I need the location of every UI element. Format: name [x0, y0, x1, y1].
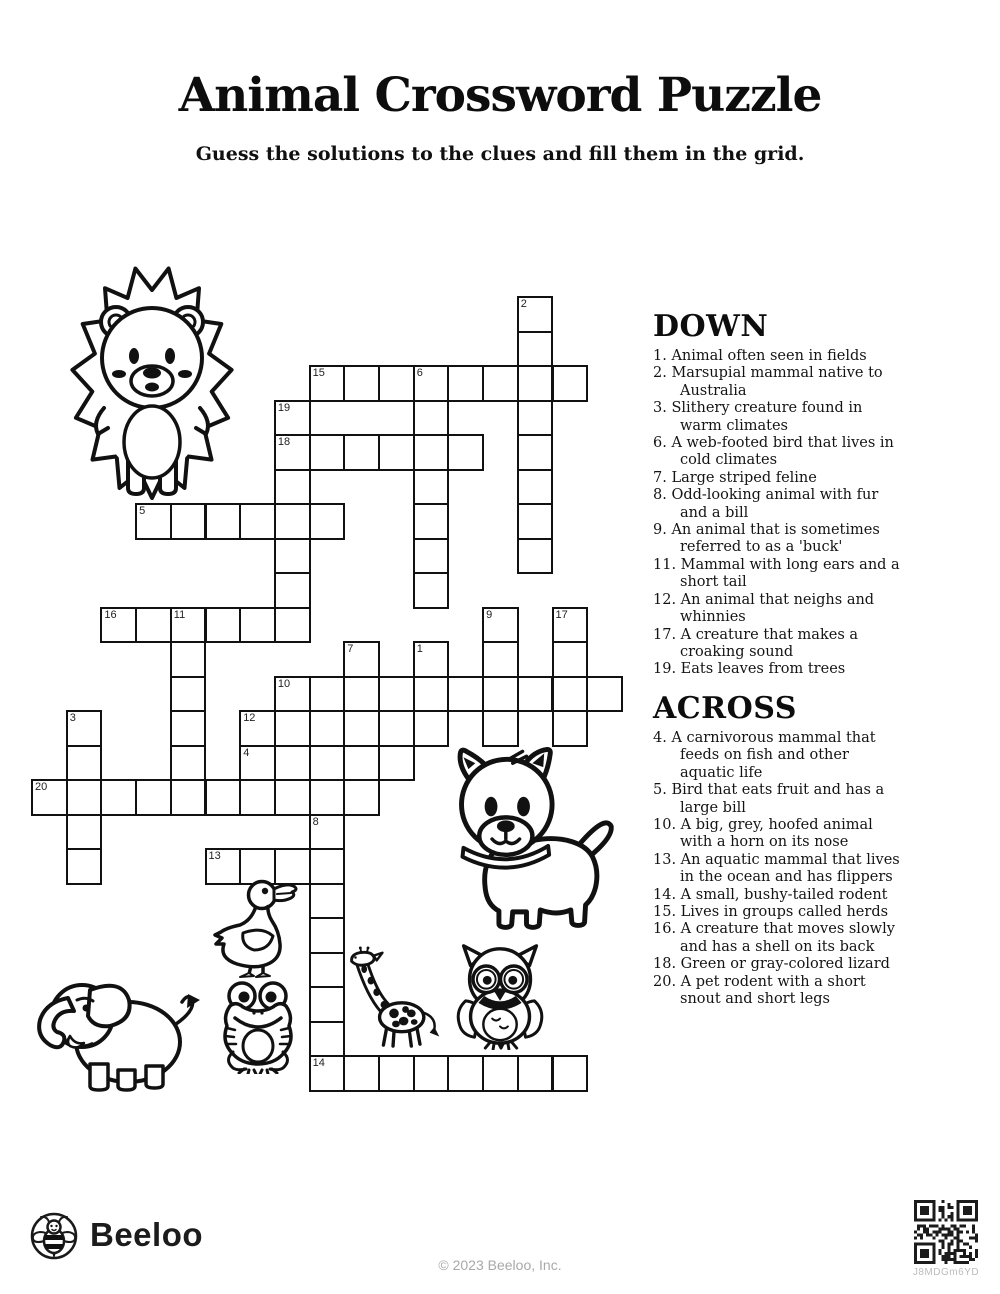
grid-cell-r9c2[interactable] — [100, 607, 137, 644]
grid-cell-r13c8[interactable] — [309, 745, 346, 782]
grid-cell-r12c6[interactable] — [239, 710, 276, 747]
across-clue-list — [653, 730, 901, 1009]
grid-cell-r13c10[interactable] — [378, 745, 415, 782]
cell-number: 11 — [173, 608, 186, 621]
grid-cell-r2c13[interactable] — [482, 365, 519, 402]
grid-cell-r12c9[interactable] — [343, 710, 380, 747]
cell-number: 10 — [277, 677, 291, 690]
across-clues-section — [653, 691, 901, 1009]
down-clues-section — [653, 309, 901, 679]
grid-cell-r4c14[interactable] — [517, 434, 554, 471]
grid-cell-r4c9[interactable] — [343, 434, 380, 471]
grid-cell-r8c7[interactable] — [274, 572, 311, 609]
cell-number: 15 — [312, 367, 325, 379]
grid-cell-r14c7[interactable] — [274, 779, 311, 816]
clue-item-2: 2. Marsupial mammal native to Australia — [653, 365, 883, 399]
grid-cell-r19c8[interactable] — [309, 952, 346, 989]
grid-cell-r9c15[interactable] — [552, 607, 589, 644]
cell-number: 19 — [277, 401, 291, 414]
qr-code — [914, 1200, 978, 1264]
grid-cell-r13c4[interactable] — [170, 745, 207, 782]
grid-cell-r8c11[interactable] — [413, 572, 450, 609]
page-subtitle: Guess the solutions to the clues and fill them in the grid. — [195, 143, 805, 165]
grid-cell-r6c7[interactable] — [274, 503, 311, 540]
cell-number: 12 — [243, 712, 256, 724]
grid-cell-r1c14[interactable] — [517, 331, 554, 368]
clue-item-4: 4. A carnivorous mammal that feeds on fish and other aquatic life — [653, 730, 876, 781]
clue-item-3: 3. Slithery creature found in warm climates — [653, 400, 863, 434]
dog-illustration — [430, 746, 622, 936]
grid-cell-r9c6[interactable] — [239, 607, 276, 644]
clue-item-17: 17. A creature that makes a croaking sound — [653, 626, 859, 660]
grid-cell-r5c11[interactable] — [413, 469, 450, 506]
cell-number: 13 — [208, 850, 221, 862]
grid-cell-r11c4[interactable] — [170, 676, 207, 713]
cell-number: 20 — [35, 781, 48, 793]
page-title: Animal Crossword Puzzle — [178, 68, 822, 123]
grid-cell-r7c7[interactable] — [274, 538, 311, 575]
cell-number: 5 — [139, 505, 146, 517]
clue-item-15: 15. Lives in groups called herds — [653, 904, 889, 921]
down-clue-list — [653, 348, 901, 679]
grid-cell-r9c5[interactable] — [205, 607, 242, 644]
grid-cell-r2c10[interactable] — [378, 365, 415, 402]
grid-cell-r6c4[interactable] — [170, 503, 207, 540]
cell-number: 8 — [312, 815, 319, 828]
grid-cell-r4c11[interactable] — [413, 434, 450, 471]
grid-cell-r14c8[interactable] — [309, 779, 346, 816]
clue-item-18: 18. Green or gray-colored lizard — [653, 956, 890, 973]
clue-item-20: 20. A pet rodent with a short snout and short legs — [653, 973, 866, 1008]
grid-cell-r11c8[interactable] — [309, 676, 346, 713]
grid-cell-r14c2[interactable] — [100, 779, 137, 816]
grid-cell-r22c9[interactable] — [343, 1055, 380, 1092]
grid-cell-r6c11[interactable] — [413, 503, 450, 540]
clue-item-14: 14. A small, bushy-tailed rodent — [653, 886, 888, 903]
grid-cell-r6c6[interactable] — [239, 503, 276, 540]
qr-code-label: J8MDGm6YD — [912, 1267, 980, 1278]
grid-cell-r14c3[interactable] — [135, 779, 172, 816]
grid-cell-r12c10[interactable] — [378, 710, 415, 747]
grid-cell-r2c12[interactable] — [447, 365, 484, 402]
clue-item-16: 16. A creature that moves slowly and has a shell on its back — [653, 921, 895, 955]
hedgehog-illustration — [66, 248, 238, 500]
cell-number: 2 — [520, 298, 527, 310]
grid-cell-r4c12[interactable] — [447, 434, 484, 471]
grid-cell-r4c8[interactable] — [309, 434, 346, 471]
grid-cell-r12c8[interactable] — [309, 710, 346, 747]
owl-illustration — [450, 940, 552, 1050]
cell-number: 6 — [416, 367, 423, 379]
grid-cell-r9c13[interactable] — [482, 607, 519, 644]
grid-cell-r9c7[interactable] — [274, 607, 311, 644]
grid-cell-r12c4[interactable] — [170, 710, 207, 747]
clue-item-19: 19. Eats leaves from trees — [653, 661, 846, 678]
cell-number: 4 — [243, 746, 250, 759]
grid-cell-r11c16[interactable] — [586, 676, 623, 713]
clue-item-11: 11. Mammal with long ears and a short tail — [653, 556, 900, 591]
clue-item-10: 10. A big, grey, hoofed animal with a horn on its nose — [653, 817, 873, 851]
grid-cell-r11c11[interactable] — [413, 676, 450, 713]
grid-cell-r21c8[interactable] — [309, 1021, 346, 1058]
grid-cell-r5c7[interactable] — [274, 469, 311, 506]
grid-cell-r22c14[interactable] — [517, 1055, 554, 1092]
grid-cell-r10c11[interactable] — [413, 641, 450, 678]
grid-cell-r4c10[interactable] — [378, 434, 415, 471]
grid-cell-r17c8[interactable] — [309, 883, 346, 920]
grid-cell-r7c14[interactable] — [517, 538, 554, 575]
grid-cell-r7c11[interactable] — [413, 538, 450, 575]
grid-cell-r3c14[interactable] — [517, 400, 554, 437]
grid-cell-r22c8[interactable] — [309, 1055, 346, 1092]
grid-cell-r14c6[interactable] — [239, 779, 276, 816]
giraffe-illustration — [346, 946, 442, 1048]
cell-number: 17 — [555, 608, 568, 621]
cell-number: 9 — [486, 608, 493, 621]
grid-cell-r16c1[interactable] — [66, 848, 103, 885]
grid-cell-r15c8[interactable] — [309, 814, 346, 851]
grid-cell-r9c3[interactable] — [135, 607, 172, 644]
down-heading: DOWN — [653, 309, 769, 344]
clue-item-12: 12. An animal that neighs and whinnies — [653, 591, 875, 626]
grid-cell-r11c7[interactable] — [274, 676, 311, 713]
grid-cell-r6c3[interactable] — [135, 503, 172, 540]
cell-number: 18 — [277, 436, 291, 448]
grid-cell-r14c5[interactable] — [205, 779, 242, 816]
grid-cell-r18c8[interactable] — [309, 917, 346, 954]
grid-cell-r15c1[interactable] — [66, 814, 103, 851]
grid-cell-r11c13[interactable] — [482, 676, 519, 713]
grid-cell-r6c8[interactable] — [309, 503, 346, 540]
cell-number: 7 — [347, 643, 354, 655]
grid-cell-r22c10[interactable] — [378, 1055, 415, 1092]
cell-number: 14 — [312, 1057, 325, 1069]
grid-cell-r2c14[interactable] — [517, 365, 554, 402]
grid-cell-r6c14[interactable] — [517, 503, 554, 540]
grid-cell-r4c7[interactable] — [274, 434, 311, 471]
clue-item-13: 13. An aquatic mammal that lives in the ocean and has flippers — [653, 851, 900, 886]
grid-cell-r13c6[interactable] — [239, 745, 276, 782]
grid-cell-r22c13[interactable] — [482, 1055, 519, 1092]
grid-cell-r12c7[interactable] — [274, 710, 311, 747]
grid-cell-r11c15[interactable] — [552, 676, 589, 713]
grid-cell-r20c8[interactable] — [309, 986, 346, 1023]
grid-cell-r14c1[interactable] — [66, 779, 103, 816]
cell-number: 1 — [416, 643, 423, 655]
elephant-illustration — [30, 966, 202, 1092]
grid-cell-r13c7[interactable] — [274, 745, 311, 782]
grid-cell-r2c15[interactable] — [552, 365, 589, 402]
grid-cell-r10c9[interactable] — [343, 641, 380, 678]
grid-cell-r3c7[interactable] — [274, 400, 311, 437]
grid-cell-r12c15[interactable] — [552, 710, 589, 747]
cell-number: 16 — [104, 608, 117, 621]
grid-cell-r11c14[interactable] — [517, 676, 554, 713]
grid-cell-r16c8[interactable] — [309, 848, 346, 885]
grid-cell-r9c4[interactable] — [170, 607, 207, 644]
grid-cell-r13c1[interactable] — [66, 745, 103, 782]
across-heading: ACROSS — [653, 691, 797, 726]
grid-cell-r11c12[interactable] — [447, 676, 484, 713]
grid-cell-r2c9[interactable] — [343, 365, 380, 402]
grid-cell-r3c11[interactable] — [413, 400, 450, 437]
grid-cell-r2c8[interactable] — [309, 365, 346, 402]
duck-illustration — [210, 876, 306, 978]
grid-cell-r22c12[interactable] — [447, 1055, 484, 1092]
clue-item-1: 1. Animal often seen in fields — [653, 348, 867, 364]
clue-item-7: 7. Large striped feline — [653, 469, 817, 486]
grid-cell-r12c11[interactable] — [413, 710, 450, 747]
grid-cell-r22c15[interactable] — [552, 1055, 589, 1092]
grid-cell-r11c10[interactable] — [378, 676, 415, 713]
grid-cell-r6c5[interactable] — [205, 503, 242, 540]
grid-cell-r12c1[interactable] — [66, 710, 103, 747]
grid-cell-r11c9[interactable] — [343, 676, 380, 713]
clue-item-9: 9. An animal that is sometimes referred to as a 'buck' — [653, 522, 880, 556]
grid-cell-r10c15[interactable] — [552, 641, 589, 678]
grid-cell-r14c0[interactable] — [31, 779, 68, 816]
clue-item-8: 8. Odd-looking animal with fur and a bill — [653, 487, 879, 521]
grid-cell-r12c13[interactable] — [482, 710, 519, 747]
grid-cell-r2c11[interactable] — [413, 365, 450, 402]
grid-cell-r0c14[interactable] — [517, 296, 554, 333]
grid-cell-r5c14[interactable] — [517, 469, 554, 506]
cell-number: 3 — [69, 712, 76, 724]
grid-cell-r14c4[interactable] — [170, 779, 207, 816]
grid-cell-r22c11[interactable] — [413, 1055, 450, 1092]
grid-cell-r13c9[interactable] — [343, 745, 380, 782]
grid-cell-r10c13[interactable] — [482, 641, 519, 678]
grid-cell-r10c4[interactable] — [170, 641, 207, 678]
copyright-text: © 2023 Beeloo, Inc. — [438, 1257, 562, 1273]
grid-cell-r14c9[interactable] — [343, 779, 380, 816]
clue-item-6: 6. A web-footed bird that lives in cold climates — [653, 435, 894, 469]
frog-illustration — [220, 980, 296, 1074]
brand-name: Beeloo — [90, 1216, 204, 1253]
clue-item-5: 5. Bird that eats fruit and has a large bill — [653, 782, 885, 816]
bee-icon — [28, 1210, 80, 1262]
